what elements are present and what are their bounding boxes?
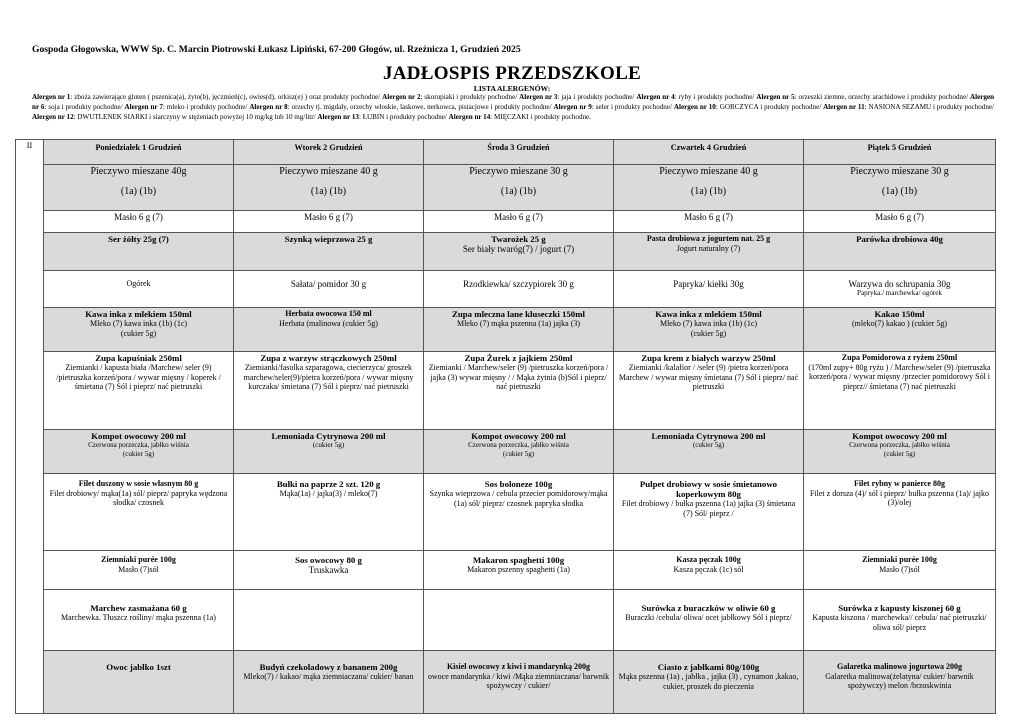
allergen-text: : skorupiaki i produkty pochodne/ xyxy=(420,93,520,101)
soup-main: Zupa krem z białych warzyw 250ml xyxy=(641,353,776,363)
salad-cell xyxy=(234,590,424,651)
salad-cell xyxy=(424,590,614,651)
bread-cell xyxy=(424,165,614,211)
week-label xyxy=(16,140,44,714)
soup-desc: Ziemianki/fasolka szparagowa, ciecierzyca/ groszek marchew/seler(9)/pietra korzeń/pora / wywar mięsny kurczaka/ śmietana (7) Sól i pieprz/ nać pietruszki xyxy=(243,363,414,392)
main-course-desc: Mąka(1a) / jajka(3) / mleko(7) xyxy=(279,489,378,498)
main-course-cell xyxy=(234,474,424,551)
menu-row-days xyxy=(16,140,996,165)
drink-main: Kawa inka z mlekiem 150ml xyxy=(85,309,192,319)
soup-cell xyxy=(234,352,424,430)
allergen-label: Alergen nr 12 xyxy=(32,113,74,122)
compote-main: Kompot owocowy 200 ml xyxy=(852,431,947,441)
butter-item: Masło 6 g (7) xyxy=(304,212,353,222)
salad-desc: Buraczki /cebula/ oliwa/ ocet jabłkowy Sól i pieprz/ xyxy=(625,613,792,622)
spread-main: Pasta drobiowa z jogurtem nat. 25 g xyxy=(646,234,771,243)
menu-row-main-course xyxy=(16,474,996,551)
allergen-list xyxy=(32,92,994,123)
dessert-desc: Mleko(7) / kakao/ mąka ziemniaczana/ cukier/ banan xyxy=(243,672,414,681)
vegetable-sub: Papryka./ marchewka/ ogórek xyxy=(857,289,942,298)
vegetable-main: Ogórek xyxy=(126,279,151,288)
side-main: Kasza pęczak 100g xyxy=(676,555,741,564)
spread-main: Ser żółty 25g (7) xyxy=(108,234,169,244)
soup-main: Zupa Pomidorowa z ryżem 250ml xyxy=(841,353,958,362)
butter-item: Masło 6 g (7) xyxy=(494,212,543,222)
salad-cell xyxy=(804,590,996,651)
allergen-heading: LISTA ALERGENÓW: xyxy=(473,84,551,93)
soup-cell xyxy=(424,352,614,430)
dessert-main: Budyń czekoladowy z bananem 200g xyxy=(259,662,398,672)
butter-item: Masło 6 g (7) xyxy=(114,212,163,222)
day-header: Wtorek 2 Grudzień xyxy=(294,143,363,152)
drink-main: Kawa inka z mlekiem 150ml xyxy=(655,309,762,319)
allergen-label: Alergen nr 9 xyxy=(553,103,592,112)
drink-cell xyxy=(614,308,804,352)
allergen-label: Alergen nr 11 xyxy=(823,103,865,112)
bread-name: Pieczywo mieszane 30 g xyxy=(850,166,949,177)
butter-cell xyxy=(44,211,234,233)
bread-allergens: (1a) (1b) xyxy=(690,185,727,197)
main-course-name: Sos boloneze 100g xyxy=(484,479,553,489)
days-cell xyxy=(234,140,424,165)
soup-desc: Ziemianki / Marchew/seler (9) /pietruszka korzeń/pora / jajka (3) wywar mięsny / / Mąka żytnia (b)Sól i pieprz/ nać pietruszki xyxy=(428,363,609,392)
butter-cell xyxy=(424,211,614,233)
drink-cell xyxy=(804,308,996,352)
butter-cell xyxy=(614,211,804,233)
menu-row-soup xyxy=(16,352,996,430)
days-cell xyxy=(614,140,804,165)
drink-main: Herbata owocowa 150 ml xyxy=(285,309,372,318)
allergen-label: Alergen nr 3 xyxy=(519,93,558,101)
week-label-text: II xyxy=(26,141,33,150)
salad-cell xyxy=(44,590,234,651)
side-main: Makaron spaghetti 100g xyxy=(472,555,565,565)
main-course-cell xyxy=(614,474,804,551)
main-course-cell xyxy=(44,474,234,551)
allergen-label: Alergen nr 14 xyxy=(448,113,491,122)
drink-sub: (mleko(7) kakao ) (cukier 5g) xyxy=(851,319,948,328)
dessert-desc: Galaretka malinowa(żelatyna/ cukier/ barwnik spożywczy) melon /brzoskwinia xyxy=(825,671,974,691)
main-course-name: Filet rybny w panierce 80g xyxy=(854,479,945,488)
spread-main: Parówka drobiowa 40g xyxy=(856,234,943,244)
side-main: Sos owocowy 80 g xyxy=(295,555,362,565)
allergen-text: : ryby i produkty pochodne/ xyxy=(674,93,757,101)
allergen-label: Alergen nr 2 xyxy=(382,93,421,101)
dessert-main: Galaretka malinowo jogurtowa 200g xyxy=(837,662,962,671)
compote-sub2: (cukier 5g) xyxy=(883,449,916,458)
menu-row-side xyxy=(16,551,996,590)
compote-sub: Czerwona porzeczka, jabłko wiśnia xyxy=(468,441,569,449)
allergen-text: : DWUTLENEK SIARKI i siarczyny w stężeniach powyżej 10 mg/kg lub 10 mg/litr/ xyxy=(73,113,318,122)
side-main: Ziemniaki purée 100g xyxy=(862,555,937,564)
menu-row-compote xyxy=(16,430,996,474)
dessert-cell xyxy=(234,651,424,714)
days-cell xyxy=(44,140,234,165)
drink-sub2: (cukier 5g) xyxy=(120,328,157,338)
side-cell xyxy=(424,551,614,590)
compote-main: Lemoniada Cytrynowa 200 ml xyxy=(651,431,766,441)
allergen-text: : NASIONA SEZAMU i produkty pochodne/ xyxy=(864,103,995,112)
soup-main: Zupa Żurek z jajkiem 250ml xyxy=(464,353,573,363)
allergen-label: Alergen nr 7 xyxy=(124,103,163,112)
menu-row-bread xyxy=(16,165,996,211)
allergen-text: : GORCZYCA i produkty pochodne/ xyxy=(715,103,824,112)
spread-cell xyxy=(44,233,234,271)
main-course-name: Bułki na paprze 2 szt. 120 g xyxy=(276,479,381,489)
compote-sub2: (cukier 5g) xyxy=(122,449,155,458)
bread-cell xyxy=(804,165,996,211)
soup-desc: (170ml zupy+ 80g ryżu ) / Marchew/seler (9) /pietruszka korzeń/pora / wywar mięsny /przecier pomidorowy Sól i pieprz// śmietana (7) nać pietruszki xyxy=(808,362,991,391)
menu-row-butter xyxy=(16,211,996,233)
allergen-text: : zboża zawierające gluten ( pszenica(a), żyto(b), jęczmień(c), owies(d), orkisz(e) ) oraz produkty pochodne/ xyxy=(70,93,383,101)
day-header: Czwartek 4 Grudzień xyxy=(670,143,747,152)
allergen-text: : MIĘCZAKI i produkty pochodne. xyxy=(490,113,591,122)
menu-table xyxy=(15,139,996,714)
days-cell xyxy=(804,140,996,165)
compote-cell xyxy=(804,430,996,474)
dessert-main: Ciasto z jabłkami 80g/100g xyxy=(657,662,760,672)
salad-desc: Kapusta kiszona / marchewka// cebula/ nać pietruszki/ oliwa sól/ pieprz xyxy=(812,613,987,632)
allergen-text: : seler i produkty pochodne/ xyxy=(591,103,674,112)
allergen-label: Alergen nr 8 xyxy=(249,103,288,112)
soup-cell xyxy=(44,352,234,430)
butter-item: Masło 6 g (7) xyxy=(875,212,924,222)
soup-cell xyxy=(614,352,804,430)
spread-main: Szynką wieprzowa 25 g xyxy=(284,234,373,244)
main-course-desc: Filet drobiowy / bułka pszenna (1a) jajka (3) śmietana (7) Sól/ pieprz / xyxy=(621,499,796,518)
allergen-label: Alergen nr 6 xyxy=(32,93,995,112)
side-main: Ziemniaki purée 100g xyxy=(101,555,176,564)
side-cell xyxy=(234,551,424,590)
bread-allergens: (1a) (1b) xyxy=(310,185,347,197)
main-course-cell xyxy=(424,474,614,551)
side-sub: Truskawka xyxy=(308,565,349,575)
dessert-main: Kisiel owocowy z kiwi i mandarynką 200g xyxy=(446,662,591,671)
bread-name: Pieczywo mieszane 40 g xyxy=(279,166,378,177)
allergen-label: Alergen nr 1 xyxy=(32,93,71,101)
bread-name: Pieczywo mieszane 40g xyxy=(90,166,187,177)
page-title: JADŁOSPIS PRZEDSZKOLE xyxy=(382,63,642,84)
day-header: Środa 3 Grudzień xyxy=(487,143,550,152)
compote-sub: Czerwona porzeczka, jabłko wiśnia xyxy=(849,441,950,449)
main-course-name: Pulpet drobiowy w sosie śmietanowo koperkowym 80g xyxy=(639,479,778,499)
soup-desc: Ziemianki /kalafior / /seler (9) /pietra korzeń/pora Marchew / wywar mięsny śmietana (7) Sól i pieprz/ nać pietruszki xyxy=(618,363,799,392)
bread-cell xyxy=(614,165,804,211)
main-course-name: Filet duszony w sosie własnym 80 g xyxy=(78,479,199,488)
allergen-label: Alergen nr 13 xyxy=(317,113,359,122)
dessert-main: Owoc jabłko 1szt xyxy=(106,662,171,672)
side-sub: Kasza pęczak (1c) sól xyxy=(673,564,744,574)
spread-cell xyxy=(234,233,424,271)
vegetables-cell xyxy=(44,271,234,308)
bread-allergens: (1a) (1b) xyxy=(120,185,157,197)
soup-cell xyxy=(804,352,996,430)
side-sub: Makaron pszenny spaghetti (1a) xyxy=(467,565,570,574)
salad-cell xyxy=(614,590,804,651)
drink-main: Kakao 150ml xyxy=(874,309,925,319)
menu-row-vegetables xyxy=(16,271,996,308)
compote-main: Lemoniada Cytrynowa 200 ml xyxy=(271,431,386,441)
allergen-text: : mleko i produkty pochodne/ xyxy=(162,103,250,112)
day-header: Piątek 5 Grudzień xyxy=(867,143,932,152)
dessert-cell xyxy=(614,651,804,714)
allergen-label: Alergen nr 5 xyxy=(756,93,795,101)
soup-main: Zupa z warzyw strączkowych 250ml xyxy=(260,353,397,363)
side-cell xyxy=(804,551,996,590)
vegetable-main: Warzywa do schrupania 30g xyxy=(848,279,951,289)
salad-main: Surówka z buraczków w oliwie 60 g xyxy=(641,603,776,613)
side-sub: Masło (7)sól xyxy=(879,564,920,574)
main-course-desc: Szynka wieprzowa / cebula przecier pomidorowy/mąka (1a) sól/ pieprz/ czosnek papryka słodka xyxy=(429,489,608,508)
butter-cell xyxy=(804,211,996,233)
salad-desc: Marchewka. Tłuszcz rośliny/ mąka pszenna (1a) xyxy=(61,613,216,622)
vegetables-cell xyxy=(424,271,614,308)
spread-sub: Jogurt naturalny (7) xyxy=(676,243,741,253)
days-cell xyxy=(424,140,614,165)
drink-main: Zupa mleczna lane kluseczki 150ml xyxy=(452,309,585,319)
bread-cell xyxy=(44,165,234,211)
allergen-text: : orzechy tj. migdały, orzechy włoskie, laskowe, nerkowca, pistacjowe i produkty pochodne/ xyxy=(287,103,554,112)
compote-cell xyxy=(44,430,234,474)
compote-sub: (cukier 5g) xyxy=(692,441,725,449)
menu-row-drink xyxy=(16,308,996,352)
bread-name: Pieczywo mieszane 40 g xyxy=(659,166,758,177)
vegetable-main: Sałata/ pomidor 30 g xyxy=(290,279,367,289)
bread-name: Pieczywo mieszane 30 g xyxy=(469,166,568,177)
allergen-text: : soja i produkty pochodne/ xyxy=(44,103,125,112)
bread-allergens: (1a) (1b) xyxy=(500,185,537,197)
dessert-cell xyxy=(424,651,614,714)
drink-sub: Mleko (7) mąka pszenna (1a) jajka (3) xyxy=(456,319,581,328)
allergen-label: Alergen nr 10 xyxy=(673,103,716,112)
side-cell xyxy=(614,551,804,590)
vegetable-main: Rzodkiewka/ szczypiorek 30 g xyxy=(463,279,574,289)
compote-cell xyxy=(424,430,614,474)
main-course-desc: Filet drobiowy/ mąka(1a) sól/ pieprz/ papryka wędzona słodka/ czosnek xyxy=(49,488,228,508)
allergen-label: Alergen nr 4 xyxy=(636,93,675,101)
bread-cell xyxy=(234,165,424,211)
dessert-desc: Mąka pszenna (1a) , jabłka , jajka (3) , cynamon ,kakao, cukier, proszek do pieczenia xyxy=(618,672,799,691)
drink-sub2: (cukier 5g) xyxy=(690,328,727,338)
allergen-text: : ŁUBIN i produkty pochodne/ xyxy=(358,113,449,122)
menu-row-dessert xyxy=(16,651,996,714)
butter-item: Masło 6 g (7) xyxy=(684,212,733,222)
spread-cell xyxy=(804,233,996,271)
compote-sub: (cukier 5g) xyxy=(312,441,345,449)
company-header: Gospoda Głogowska, WWW Sp. C. Marcin Piotrowski Łukasz Lipiński, 67-200 Głogów, ul. Rzeźnicza 1, Grudzień 2025 xyxy=(32,44,521,55)
spread-cell xyxy=(614,233,804,271)
side-sub: Masło (7)sól xyxy=(118,564,159,574)
day-header: Poniedziałek 1 Grudzień xyxy=(95,143,182,152)
drink-cell xyxy=(424,308,614,352)
dessert-desc: owoce mandarynka / kiwi /Mąka ziemniaczana/ barwnik spożywczy / cukier/ xyxy=(427,671,610,691)
drink-sub: Mleko (7) kawa inka (1b) (1c) xyxy=(659,319,758,328)
salad-main: Marchew zasmażana 60 g xyxy=(90,603,187,613)
spread-sub: Ser biały twaróg(7) / jogurt (7) xyxy=(462,244,575,254)
soup-desc: Ziemianki / kapusta biała /Marchew/ seler (9) /pietruszka korzeń/pora / wywar mięsny / koperek / śmietana (7) Sól i pieprz/ nać pietruszki xyxy=(56,363,221,392)
drink-cell xyxy=(234,308,424,352)
butter-cell xyxy=(234,211,424,233)
vegetables-cell xyxy=(804,271,996,308)
drink-sub: Herbata (malinowa (cukier 5g) xyxy=(279,318,378,328)
compote-cell xyxy=(614,430,804,474)
drink-sub: Mleko (7) kawa inka (1b) (1c) xyxy=(89,319,188,328)
compote-cell xyxy=(234,430,424,474)
drink-cell xyxy=(44,308,234,352)
vegetables-cell xyxy=(234,271,424,308)
spread-cell xyxy=(424,233,614,271)
main-course-cell xyxy=(804,474,996,551)
spread-main: Twarożek 25 g xyxy=(491,234,546,244)
dessert-cell xyxy=(804,651,996,714)
compote-main: Kompot owocowy 200 ml xyxy=(91,431,186,441)
menu-row-spread xyxy=(16,233,996,271)
compote-sub2: (cukier 5g) xyxy=(502,449,535,458)
menu-row-salad xyxy=(16,590,996,651)
compote-main: Kompot owocowy 200 ml xyxy=(471,431,566,441)
vegetable-main: Papryka/ kiełki 30g xyxy=(673,279,744,289)
soup-main: Zupa kapuśniak 250ml xyxy=(95,353,182,363)
allergen-text: : jaja i produkty pochodne/ xyxy=(557,93,637,101)
side-cell xyxy=(44,551,234,590)
vegetables-cell xyxy=(614,271,804,308)
main-course-desc: Filet z dorsza (4)/ sól i pieprz/ bułka pszenna (1a)/ jajko (3)/olej xyxy=(809,488,990,508)
bread-allergens: (1a) (1b) xyxy=(881,185,918,197)
compote-sub: Czerwona porzeczka, jabłko wiśnia xyxy=(88,441,189,449)
salad-main: Surówka z kapusty kiszonej 60 g xyxy=(838,603,961,613)
allergen-text: : orzeszki ziemne, orzechy arachidowe i produkty pochodne/ xyxy=(794,93,971,101)
dessert-cell xyxy=(44,651,234,714)
